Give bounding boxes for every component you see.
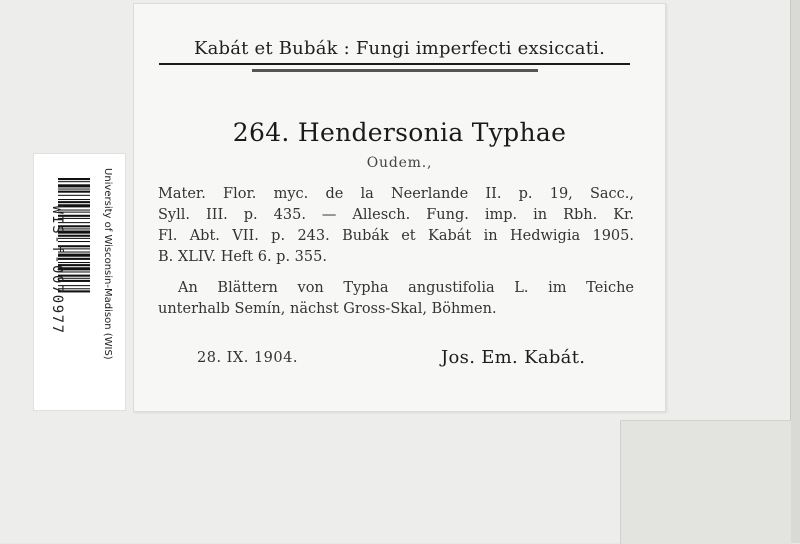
sheet-fold (620, 420, 791, 544)
citation-line: Fl. Abt. VII. p. 243. Bubák et Kabát in Hedwigia 1905. (158, 228, 634, 244)
collector-name: Jos. Em. Kabát. (441, 347, 586, 368)
series-title: Kabát et Bubák : Fungi imperfecti exsiccati. (193, 38, 606, 59)
barcode-bar (58, 184, 90, 187)
barcode-label (33, 153, 126, 411)
institution-name: University of Wisconsin-Madison (WIS) (102, 168, 113, 360)
collection-date: 28. IX. 1904. (197, 350, 298, 366)
habitat-line: An Blättern von Typha angustifolia L. im Teiche (178, 280, 634, 296)
habitat-line: unterhalb Semín, nächst Gross-Skal, Böhmen. (158, 301, 497, 317)
barcode-bar (58, 181, 90, 182)
citation-line: B. XLIV. Heft 6. p. 355. (158, 249, 327, 265)
barcode-bar (58, 189, 90, 190)
species-name: 264. Hendersonia Typhae (232, 118, 567, 147)
barcode-bar (58, 191, 90, 193)
citation-line: Mater. Flor. myc. de la Neerlande II. p. 19, Sacc., (158, 186, 634, 202)
habitat-block (158, 278, 634, 320)
barcode-bar (58, 195, 90, 196)
title-rule-thin (252, 69, 538, 72)
title-rule-thick (159, 63, 630, 65)
barcode-bar (58, 178, 90, 180)
species-author: Oudem., (366, 155, 433, 171)
citation-line: Syll. III. p. 435. — Allesch. Fung. imp. in Rbh. Kr. (158, 207, 634, 223)
citation-block (158, 184, 634, 268)
specimen-label (133, 3, 666, 412)
sheet-edge (790, 0, 800, 543)
barcode-number: WIS-f-0070977 (49, 205, 65, 335)
